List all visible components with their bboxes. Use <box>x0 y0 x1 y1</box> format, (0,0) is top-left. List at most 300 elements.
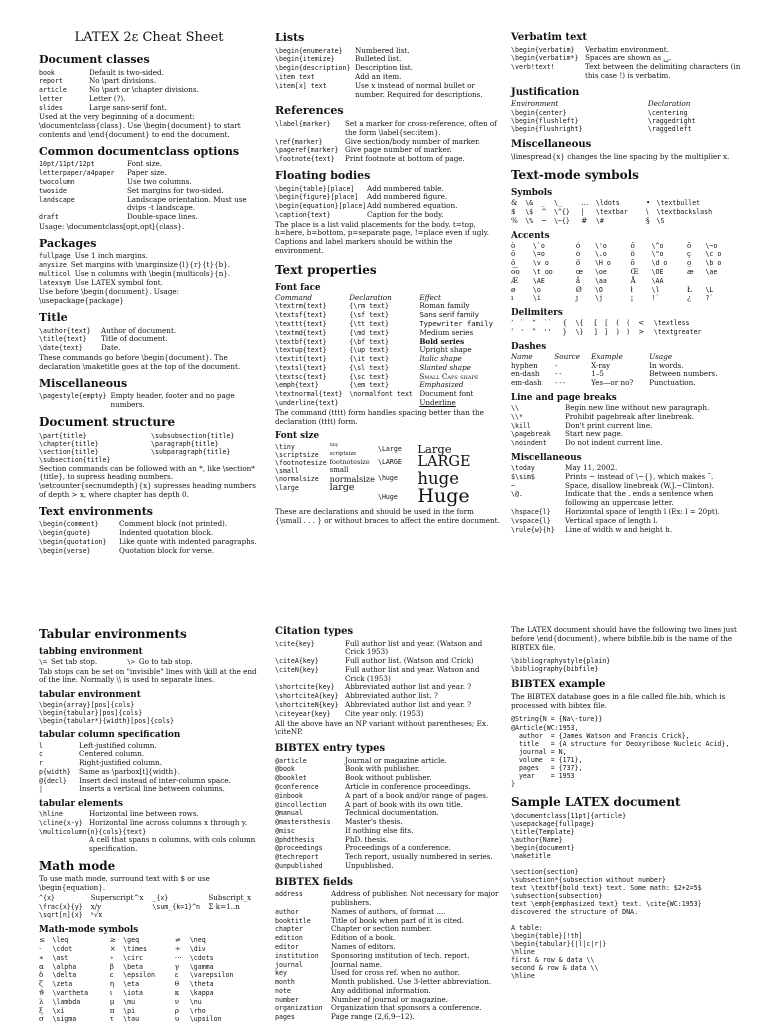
section-heading: References <box>275 104 344 118</box>
table-cell: {\up text} <box>349 346 389 355</box>
table-cell: \kappa <box>189 989 214 998</box>
item-description: Centered column. <box>79 749 145 759</box>
table-row <box>275 459 378 467</box>
table-row <box>378 487 500 507</box>
list-item <box>275 890 500 908</box>
table-cell: \v o <box>532 259 549 268</box>
table-cell: \cdot <box>52 945 73 954</box>
table-cell: \~o <box>705 241 718 250</box>
item-description: Right-justified column. <box>79 758 162 768</box>
table-cell: '' <box>543 328 552 336</box>
table-cell: o̲ <box>687 258 692 268</box>
item-command: \shortciteA{key} <box>275 692 339 701</box>
colspec-list <box>39 742 259 795</box>
math-note: To use math mode, surround text with $ or use \begin{equation}. <box>39 874 210 893</box>
item-description: Set a marker for cross-reference, often of the form \label{sec:item}. <box>345 118 497 137</box>
item-command: slides <box>39 103 63 112</box>
doc-classes-note: Used at the very beginning of a document: \documentclass{class}. Use \begin{document} to start contents and \end{document} to end the document. <box>39 112 241 139</box>
section-heading: Justification <box>511 86 580 98</box>
tabular-lines <box>39 701 259 725</box>
section-heading: Text environments <box>39 504 153 518</box>
table-cell: ∘ <box>109 952 114 962</box>
item-description: Paper size. <box>127 168 167 178</box>
item-command: multicol <box>39 269 71 278</box>
refs-list <box>275 120 500 164</box>
table-cell: \texttt{text} <box>275 320 327 329</box>
table-cell: \circ <box>123 953 144 962</box>
table-cell: \textmd{text} <box>275 328 327 337</box>
table-cell: \neq <box>189 936 206 945</box>
item-description: Letter (?). <box>89 93 126 103</box>
section-heading: BIBTEX fields <box>275 876 353 888</box>
section-heading: Verbatim text <box>511 32 587 43</box>
table-cell: θ <box>174 979 180 989</box>
subsection-heading: tabbing environment <box>39 646 143 657</box>
table-cell: × <box>109 944 116 954</box>
misc-text: \linespread{x} changes the line spacing by the multiplier x. <box>511 151 730 161</box>
item-command: latexsym <box>39 278 71 287</box>
table-row <box>511 277 741 286</box>
item-command: @proceedings <box>275 844 323 853</box>
column-5 <box>275 622 500 1022</box>
section-heading: Tabular environments <box>39 627 187 641</box>
table-cell: normalsize <box>329 473 375 484</box>
table-cell: γ <box>174 961 179 971</box>
item-description: Page range (2,6,9--12). <box>331 1012 415 1022</box>
table-cell: Upright shape <box>419 345 472 355</box>
table-cell: x/y <box>90 901 102 911</box>
item-command: draft <box>39 213 59 222</box>
table-row <box>39 1015 259 1024</box>
title-list <box>39 327 259 353</box>
item-command: \begin{verse} <box>39 546 91 555</box>
table-row <box>39 945 259 954</box>
table-cell: \ldots <box>595 199 620 208</box>
item-description: Cite year only. (1953) <box>345 708 424 718</box>
table-cell: \{ <box>575 319 584 328</box>
item-command: c <box>39 750 43 759</box>
item-command: \citeN{key} <box>275 665 319 674</box>
item-command: key <box>275 969 287 978</box>
list-item <box>275 640 500 658</box>
table-cell: ~ <box>540 215 547 225</box>
table-cell: {\bf text} <box>349 337 389 346</box>
item-description: Tech report, usually numbered in series. <box>345 852 493 862</box>
table-cell: ( <box>616 318 620 328</box>
structure-right <box>151 432 234 456</box>
item-command: \\ <box>511 404 519 413</box>
section-heading: Citation types <box>275 626 354 637</box>
table-cell: [ <box>604 319 609 328</box>
item-command: \shortcite{key} <box>275 683 335 692</box>
table-cell: \ae <box>705 267 718 276</box>
lists-list <box>275 47 500 100</box>
table-cell: \begin{flushright} <box>511 124 583 133</box>
col-head: Declaration <box>647 99 691 109</box>
item-command: \vspace{l} <box>511 516 551 525</box>
col-head: Example <box>591 351 623 361</box>
item-description: Date. <box>101 343 121 353</box>
options-note: Usage: \documentclass[opt,opt]{class}. <box>39 221 185 231</box>
table-cell: Bold series <box>419 336 465 346</box>
item-description: Book with publisher. <box>345 764 420 774</box>
item-command: \begin{quotation} <box>39 537 107 546</box>
table-row <box>275 390 500 399</box>
table-cell: o͡o <box>511 266 520 276</box>
table-cell: \emph{text} <box>275 381 319 390</box>
table-cell: Σ k=1..n <box>208 901 240 911</box>
item-description: Add numbered table. <box>367 183 444 193</box>
col-head: Name <box>511 351 533 361</box>
col-head: Environment <box>511 99 559 109</box>
table-cell: · <box>39 944 42 954</box>
item-description: A part of book with its own title. <box>345 799 463 809</box>
item-command: \item text <box>275 72 315 81</box>
section-heading: Floating bodies <box>275 168 371 182</box>
item-command: institution <box>275 951 319 960</box>
table-cell: ö <box>630 249 635 259</box>
subsection-heading: Font face <box>275 282 321 293</box>
table-cell: \aa <box>594 276 607 285</box>
item-description: Begin new line without new paragraph. <box>565 403 710 413</box>
table-row <box>378 455 500 470</box>
table-cell: ] <box>604 328 609 336</box>
table-cell: \AA <box>651 276 664 285</box>
list-item <box>275 862 500 871</box>
table-cell: “ <box>532 318 536 328</box>
table-cell: Italic shape <box>419 354 462 364</box>
table-cell: # <box>581 215 588 225</box>
table-cell: X-ray <box>591 360 611 370</box>
table-cell: ` <box>520 319 525 328</box>
table-cell: ρ <box>174 1005 179 1015</box>
table-cell: ) <box>616 327 620 336</box>
table-cell: ő <box>575 258 581 268</box>
item-description: Names of editors. <box>331 941 396 951</box>
table-row <box>275 373 500 382</box>
table-cell: \normalsize <box>275 474 319 483</box>
code-line: \chapter{title} <box>39 439 99 448</box>
subsection-heading: Math-mode symbols <box>39 925 139 936</box>
table-cell: footnotesize <box>329 458 370 467</box>
table-cell: ζ <box>39 979 43 989</box>
item-command: edition <box>275 934 303 943</box>
table-cell: Large <box>417 441 452 456</box>
table-cell: ’ <box>511 327 514 336</box>
item-description: Do not indent current line. <box>565 438 663 448</box>
table-cell: \^o <box>651 241 664 250</box>
table-cell: Æ <box>511 275 519 285</box>
item-command: pages <box>275 1013 295 1022</box>
table-cell: ł <box>630 284 633 294</box>
table-cell: In words. <box>649 360 684 370</box>
table-cell: \textrm{text} <box>275 302 327 311</box>
dashes-table <box>511 353 741 388</box>
item-command: \item[x] text <box>275 81 327 90</box>
list-item <box>39 392 259 410</box>
table-row <box>275 483 378 493</box>
item-command: \cline{x-y} <box>39 819 83 828</box>
item-command: \begin{quote} <box>39 529 91 538</box>
section-heading: Document structure <box>39 414 176 429</box>
table-cell: ^ <box>540 206 547 216</box>
subsection-heading: tabular elements <box>39 799 123 810</box>
item-command: month <box>275 978 295 987</box>
cmd: \> <box>126 657 135 666</box>
item-description: Add an item. <box>355 71 402 81</box>
table-cell: {\rm text} <box>349 302 389 311</box>
table-cell: {\tt text} <box>349 320 389 329</box>
item-description: Journal name. <box>331 959 383 969</box>
table-cell: ] <box>594 327 598 336</box>
table-cell: -- <box>554 370 563 379</box>
item-command: note <box>275 986 291 995</box>
table-cell: \frac{x}{y} <box>39 902 83 911</box>
list-item <box>39 86 259 95</box>
item-description: Like quote with indented paragraphs. <box>119 536 257 546</box>
table-cell: \b o <box>705 259 722 268</box>
item-description: Edition of a book. <box>331 933 396 943</box>
item-command: \citeA{key} <box>275 657 319 666</box>
list-item <box>275 82 500 100</box>
item-command: booktitle <box>275 916 311 925</box>
table-cell: \begin{flushleft} <box>511 116 579 125</box>
section-heading: Text properties <box>275 262 377 277</box>
item-description: Sponsoring institution of tech. report. <box>331 950 470 960</box>
table-cell: η <box>109 979 115 989</box>
table-row <box>378 443 500 455</box>
item-command: @booklet <box>275 774 307 783</box>
item-description: Comment block (not printed). <box>119 519 228 529</box>
tabbing-note: Tab stops can be set on "invisible" lines with \kill at the end of the line. Normally \\ is used to separate lines. <box>39 666 257 685</box>
item-command: \begin{comment} <box>39 520 99 529</box>
section-heading: Miscellaneous <box>511 139 592 150</box>
fontface-note: The command (tttt) form handles spacing better than the declaration (tttt) form. <box>275 407 484 426</box>
item-description: Organization that sponsors a conference. <box>331 1003 482 1013</box>
table-cell: `` <box>543 319 552 328</box>
verb-list <box>511 46 741 81</box>
item-description: No \part or \chapter divisions. <box>89 85 199 95</box>
table-cell: \Huge <box>377 493 398 502</box>
section-heading: Math mode <box>39 858 116 873</box>
table-cell: \raggedleft <box>647 124 692 133</box>
table-row <box>511 109 741 117</box>
item-description: Description list. <box>355 63 413 73</box>
table-cell: ⁿ√x <box>90 910 103 920</box>
table-row <box>39 998 259 1007</box>
column-2 <box>275 28 500 527</box>
table-cell: Huge <box>417 485 470 508</box>
item-description: Title of book when part of it is cited. <box>331 915 464 925</box>
table-row <box>511 328 741 337</box>
item-description: Any additional information. <box>331 985 431 995</box>
item-description: Font size. <box>127 159 163 169</box>
table-cell: μ <box>109 996 115 1006</box>
item-command: @{decl} <box>39 776 67 785</box>
list-item <box>39 335 259 344</box>
table-cell: \varepsilon <box>189 971 234 980</box>
table-cell: % <box>511 215 518 225</box>
item-command: l <box>39 741 43 750</box>
item-command: @article <box>275 756 307 765</box>
packages-note: Use before \begin{document}. Usage: \usepackage{package} <box>39 287 180 306</box>
accents-table <box>511 242 741 303</box>
item-command: @conference <box>275 782 319 791</box>
table-row <box>511 268 741 277</box>
table-cell: Ø <box>575 284 582 294</box>
item-command: $\sim$ <box>511 472 535 481</box>
item-description: A part of a book and/or range of pages. <box>345 790 489 800</box>
list-item <box>39 196 259 214</box>
item-description: Month published. Use 3-letter abbreviation. <box>331 977 492 987</box>
table-cell: ^{x} <box>39 893 55 902</box>
item-description: Empty header, footer and no page numbers. <box>110 391 235 409</box>
item-description: Don't print current line. <box>565 420 653 430</box>
column-3 <box>511 28 741 534</box>
table-cell: \L <box>705 285 714 294</box>
table-cell: σ <box>39 1014 44 1024</box>
page-title: LATEX 2ε Cheat Sheet <box>74 30 224 45</box>
table-cell: em-dash <box>511 378 542 388</box>
float-list <box>275 185 500 220</box>
item-command: p{width} <box>39 767 71 776</box>
item-description: Large sans-serif font. <box>89 102 167 112</box>
column-1 <box>39 28 259 556</box>
table-cell: \alpha <box>52 962 77 971</box>
table-row <box>511 259 741 268</box>
packages-list <box>39 252 259 287</box>
table-cell: Subscript_x <box>208 892 252 902</box>
table-cell: \LARGE <box>377 458 402 467</box>
item-description: Default is two-sided. <box>89 67 164 77</box>
item-description: Spaces are shown as ␣. <box>585 53 672 63</box>
table-cell: \iota <box>123 989 144 998</box>
table-cell: ?` <box>705 294 714 303</box>
item-description: Chapter or section number. <box>331 924 432 934</box>
table-cell: ≠ <box>174 935 181 945</box>
table-cell: \ <box>646 206 649 216</box>
table-cell: œ <box>575 266 584 276</box>
table-cell: τ <box>109 1014 114 1024</box>
section-heading: BIBTEX example <box>511 679 606 691</box>
item-command: address <box>275 890 303 899</box>
item-description: Use two columns. <box>127 176 192 186</box>
table-cell: LARGE <box>417 453 471 470</box>
bibent-list <box>275 757 500 871</box>
table-cell: \upsilon <box>189 1015 222 1024</box>
table-cell: \normalfont text <box>349 390 413 399</box>
table-row <box>275 399 500 408</box>
item-description: May 11, 2002. <box>565 463 618 473</box>
table-cell: ξ <box>39 1005 43 1015</box>
list-item <box>275 120 500 138</box>
table-cell: ” <box>532 327 536 336</box>
table-row <box>39 989 259 998</box>
just-table <box>511 100 741 133</box>
item-command: @misc <box>275 826 295 835</box>
subsection-heading: Miscellaneous <box>511 453 582 464</box>
table-cell: \nu <box>189 997 202 1006</box>
table-cell: _{x} <box>152 893 169 902</box>
item-command: \begin{verbatim*} <box>511 54 579 63</box>
table-cell: } <box>562 327 568 336</box>
item-description: Double-space lines. <box>127 212 198 222</box>
item-description: Used for cross ref. when no author. <box>331 968 460 978</box>
table-cell: υ <box>174 1014 180 1024</box>
section-heading: Packages <box>39 236 97 250</box>
item-description: Indented quotation block. <box>119 528 214 538</box>
item-command: | <box>39 785 43 794</box>
list-item <box>39 785 259 794</box>
table-cell: β <box>109 961 114 971</box>
table-cell: ō <box>511 249 516 259</box>
section-heading: Sample LATEX document <box>511 794 681 809</box>
section-heading: Document classes <box>39 52 150 66</box>
item-description: Print footnote at bottom of page. <box>345 154 465 164</box>
table-row <box>275 329 500 338</box>
doc-classes-list <box>39 69 259 113</box>
item-command: organization <box>275 1004 323 1013</box>
section-heading: Text-mode symbols <box>511 168 639 183</box>
item-description: Master's thesis. <box>345 817 403 827</box>
table-cell: \textbf{text} <box>275 337 327 346</box>
item-description: Line of width w and height h. <box>565 524 673 534</box>
list-item <box>39 104 259 113</box>
table-cell: \geq <box>123 936 140 945</box>
table-cell: {\sl text} <box>349 363 389 372</box>
table-cell: hyphen <box>511 360 538 370</box>
item-description: Use 1 inch margins. <box>74 251 148 261</box>
item-command: \ref{marker} <box>275 137 323 146</box>
item-command: \date{text} <box>39 344 83 353</box>
table-cell: Slanted shape <box>419 362 471 372</box>
item-command: letterpaper/a4paper <box>39 169 115 178</box>
table-cell: ' <box>520 328 525 336</box>
table-cell: \beta <box>123 962 144 971</box>
table-cell: δ <box>39 970 44 980</box>
code-line: \subsection{title} <box>39 455 111 464</box>
item-description: Horizontal line between rows. <box>89 809 199 819</box>
col-head: Effect <box>419 292 441 302</box>
item-command: \rule{w}{h} <box>511 525 555 534</box>
table-cell: \small <box>275 466 299 475</box>
table-row <box>39 1007 259 1016</box>
table-cell: \raggedright <box>647 116 696 125</box>
item-command: chapter <box>275 925 303 934</box>
table-cell: κ <box>174 988 180 998</box>
table-cell: æ <box>687 266 694 276</box>
list-item <box>39 742 259 751</box>
item-command: \\* <box>511 412 523 421</box>
table-cell: Underline <box>419 398 456 408</box>
table-cell: tiny <box>329 443 339 449</box>
item-description: Numbered list. <box>355 45 410 55</box>
table-cell: § <box>646 215 650 225</box>
item-command: \label{marker} <box>275 119 331 128</box>
table-cell: \xi <box>52 1006 65 1015</box>
table-cell: \times <box>123 945 147 954</box>
item-command: 10pt/11pt/12pt <box>39 160 95 169</box>
item-command: \cite{key} <box>275 639 315 648</box>
item-command: \verb!text! <box>511 63 555 72</box>
item-description: Bulleted list. <box>355 54 402 64</box>
list-item <box>511 63 741 81</box>
structure-grid <box>39 432 259 464</box>
table-cell: {\md text} <box>349 328 389 337</box>
item-command: \today <box>511 464 535 473</box>
item-command: anysize <box>39 261 67 270</box>
table-cell: \zeta <box>52 980 73 989</box>
